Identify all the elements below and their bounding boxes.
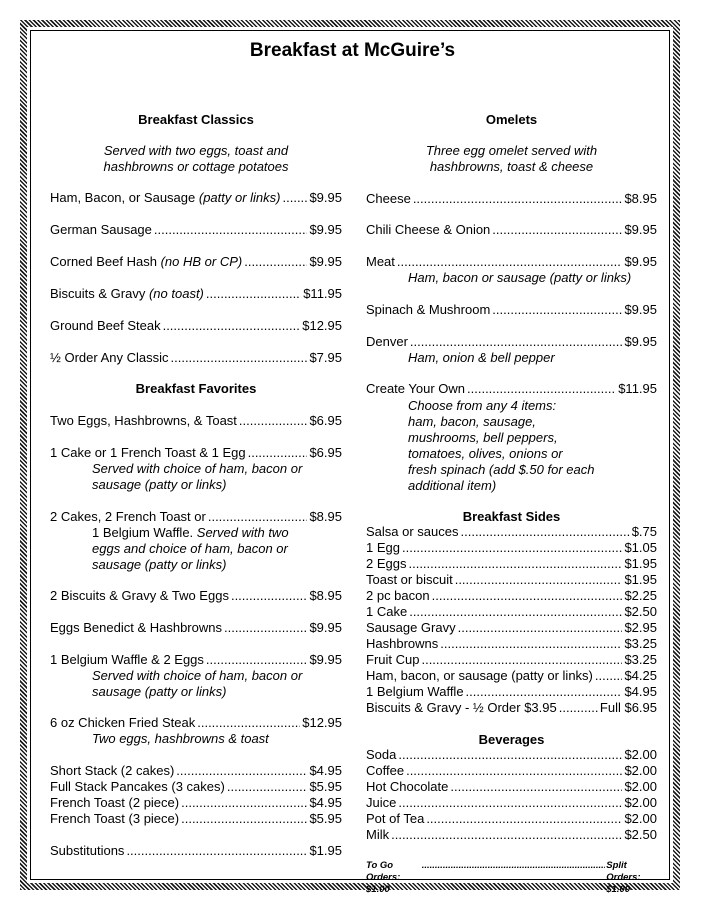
item-price: $11.95: [618, 381, 657, 396]
menu-item: [50, 843, 342, 859]
item-name: Milk: [366, 827, 390, 842]
item-price: $2.00: [624, 763, 657, 778]
item-price: $9.95: [624, 254, 657, 269]
item-price: $9.95: [309, 652, 342, 667]
description-line: 1 Belgium Waffle. Served with two: [92, 525, 289, 540]
item-name: Fruit Cup: [366, 652, 420, 667]
item-price: $3.25: [624, 636, 657, 651]
leader-dots: [450, 779, 622, 795]
menu-item: [366, 540, 657, 556]
item-price: $8.95: [624, 191, 657, 206]
leader-dots: [126, 843, 307, 859]
menu-item: [366, 763, 657, 779]
leader-dots: [413, 191, 623, 207]
item-price: $9.95: [309, 190, 342, 205]
leader-dots: [492, 222, 622, 238]
item-name: ½ Order Any Classic: [50, 350, 169, 365]
item-price: Full $6.95: [599, 700, 657, 715]
item-price: $4.95: [309, 763, 342, 778]
item-price: $1.95: [624, 556, 657, 571]
menu-item: [50, 763, 342, 779]
leader-dots: [231, 588, 308, 604]
leader-dots: [397, 254, 623, 270]
item-name: Hashbrowns: [366, 636, 439, 651]
menu-item: [366, 524, 657, 540]
item-name: Ham, bacon, or sausage (patty or links): [366, 668, 593, 683]
leader-dots: [421, 652, 622, 668]
menu-item: [366, 827, 657, 843]
item-name: Full Stack Pancakes (3 cakes): [50, 779, 225, 794]
item-price: $6.95: [309, 413, 342, 428]
item-name: Chili Cheese & Onion: [366, 222, 491, 237]
leader-dots: [458, 620, 623, 636]
item-name: 2 pc bacon: [366, 588, 430, 603]
menu-item: [50, 286, 342, 302]
menu-item: [366, 652, 657, 668]
menu-item: [50, 190, 342, 206]
menu-item: [366, 811, 657, 827]
omelets-subtitle-line: Three egg omelet served with: [425, 143, 598, 158]
menu-item: [50, 652, 342, 668]
item-name: 1 Belgium Waffle & 2 Eggs: [50, 652, 204, 667]
favorites-heading: Breakfast Favorites: [135, 381, 257, 396]
item-name: Salsa or sauces: [366, 524, 459, 539]
description-line: Choose from any 4 items:: [408, 398, 557, 413]
item-price: $.75: [631, 524, 657, 539]
item-price: $2.00: [624, 811, 657, 826]
item-price: $4.95: [624, 684, 657, 699]
item-price: $9.95: [309, 254, 342, 269]
item-price: $5.95: [309, 779, 342, 794]
item-price: $7.95: [309, 350, 342, 365]
item-name: Toast or biscuit: [366, 572, 453, 587]
leader-dots: [171, 350, 308, 366]
description-line: sausage (patty or links): [92, 477, 227, 492]
item-price: $9.95: [624, 222, 657, 237]
item-name: Two Eggs, Hashbrowns, & Toast: [50, 413, 237, 428]
menu-item: [366, 684, 657, 700]
leader-dots: [391, 827, 622, 843]
leader-dots: [208, 509, 308, 525]
item-price: $3.25: [624, 652, 657, 667]
leader-dots: [224, 620, 307, 636]
beverages-heading: Beverages: [478, 732, 545, 747]
menu-item: [366, 191, 657, 207]
description-line: ham, bacon, sausage,: [408, 414, 536, 429]
classics-heading: Breakfast Classics: [138, 112, 254, 127]
leader-dots: [492, 302, 622, 318]
item-name: 1 Belgium Waffle: [366, 684, 464, 699]
item-name: 1 Cake or 1 French Toast & 1 Egg: [50, 445, 246, 460]
item-name: Substitutions: [50, 843, 125, 858]
item-price: $4.95: [309, 795, 342, 810]
menu-item: [366, 588, 657, 604]
item-description: [92, 668, 342, 700]
item-name: Juice: [366, 795, 397, 810]
menu-item: [366, 222, 657, 238]
omelets-subtitle-line: hashbrowns, toast & cheese: [429, 159, 594, 174]
item-price: $9.95: [624, 334, 657, 349]
item-name: Denver: [366, 334, 408, 349]
leader-dots: [181, 795, 307, 811]
item-name: Meat: [366, 254, 395, 269]
item-price: $5.95: [309, 811, 342, 826]
item-price: $2.50: [624, 827, 657, 842]
menu-item: [366, 620, 657, 636]
item-name: 2 Cakes, 2 French Toast or: [50, 509, 206, 524]
item-price: $2.95: [624, 620, 657, 635]
menu-item: [50, 620, 342, 636]
item-description: [92, 461, 342, 493]
leader-dots: [595, 668, 623, 684]
classics-subtitle-line: Served with two eggs, toast and: [103, 143, 289, 158]
item-price: $9.95: [624, 302, 657, 317]
item-name: Eggs Benedict & Hashbrowns: [50, 620, 222, 635]
item-price: $9.95: [309, 620, 342, 635]
sides-heading: Breakfast Sides: [462, 509, 561, 524]
description-line: additional item): [408, 478, 497, 493]
leader-dots: [409, 604, 622, 620]
leader-dots: [461, 524, 630, 540]
item-name: Cheese: [366, 191, 411, 206]
item-description: [408, 270, 653, 286]
to-go-fee: To Go Orders: $1.00: [366, 860, 401, 895]
description-line: Served with choice of ham, bacon or: [92, 461, 303, 476]
description-line: Ham, bacon or sausage (patty or links): [408, 270, 632, 285]
item-name: Create Your Own: [366, 381, 466, 396]
menu-item: [50, 254, 342, 270]
leader-dots: [239, 413, 308, 429]
item-description: [408, 350, 653, 366]
description-line: Two eggs, hashbrowns & toast: [92, 731, 269, 746]
item-price: $11.95: [303, 286, 342, 301]
item-description: [408, 398, 653, 494]
description-line: fresh spinach (add $.50 for each: [408, 462, 595, 477]
leader-dots: [410, 334, 623, 350]
footer-fees: [366, 860, 657, 896]
item-price: $2.00: [624, 747, 657, 762]
menu-item: [366, 334, 657, 350]
item-price: $12.95: [302, 318, 342, 333]
item-name: 6 oz Chicken Fried Steak: [50, 715, 196, 730]
leader-dots: [402, 540, 622, 556]
menu-item: [50, 350, 342, 366]
item-name: Coffee: [366, 763, 405, 778]
classics-subtitle: [50, 143, 342, 175]
menu-item: [366, 795, 657, 811]
leader-dots: [432, 588, 623, 604]
menu-item: [50, 318, 342, 334]
menu-item: [366, 381, 657, 397]
menu-item: [366, 556, 657, 572]
leader-dots: [206, 652, 308, 668]
menu-item: [366, 254, 657, 270]
item-name: Spinach & Mushroom: [366, 302, 491, 317]
menu-item: [366, 604, 657, 620]
item-price: $9.95: [309, 222, 342, 237]
menu-item: [366, 747, 657, 763]
item-price: $1.95: [309, 843, 342, 858]
menu-item: [50, 811, 342, 827]
leader-dots: [176, 763, 307, 779]
leader-dots: [455, 572, 623, 588]
item-price: $2.00: [624, 779, 657, 794]
omelets-subtitle: [366, 143, 657, 175]
menu-item: [366, 636, 657, 652]
description-line: sausage (patty or links): [92, 684, 227, 699]
description-line: Served with choice of ham, bacon or: [92, 668, 303, 683]
description-line: tomatoes, olives, onions or: [408, 446, 563, 461]
leader-dots: [283, 190, 308, 206]
menu-item: [50, 779, 342, 795]
item-name: Pot of Tea: [366, 811, 425, 826]
leader-dots: [467, 381, 616, 397]
item-price: $1.95: [624, 572, 657, 587]
leader-dots: [559, 700, 598, 716]
description-line: Ham, onion & bell pepper: [408, 350, 555, 365]
menu-item: [50, 588, 342, 604]
leader-dots: [406, 763, 622, 779]
item-name: French Toast (3 piece): [50, 811, 180, 826]
menu-item: [366, 700, 657, 716]
item-price: $12.95: [302, 715, 342, 730]
leader-dots: [426, 811, 622, 827]
description-line: eggs and choice of ham, bacon or: [92, 541, 288, 556]
menu-item: [50, 795, 342, 811]
menu-item: [366, 302, 657, 318]
menu-item: [50, 222, 342, 238]
item-name: Soda: [366, 747, 397, 762]
leader-dots: [466, 684, 623, 700]
item-price: $2.25: [624, 588, 657, 603]
leader-dots: [206, 286, 301, 302]
item-name: Ham, Bacon, or Sausage (patty or links): [50, 190, 281, 205]
leader-dots: [197, 715, 300, 731]
item-price: $6.95: [309, 445, 342, 460]
menu-item: [50, 509, 342, 525]
leader-dots: [408, 556, 622, 572]
description-line: mushrooms, bell peppers,: [408, 430, 558, 445]
menu-item: [366, 572, 657, 588]
omelets-heading: Omelets: [485, 112, 538, 127]
item-name: French Toast (2 piece): [50, 795, 180, 810]
item-name: Ground Beef Steak: [50, 318, 161, 333]
item-price: $8.95: [309, 509, 342, 524]
split-order-fee: Split Orders: $1.00: [606, 860, 641, 895]
item-description: [92, 731, 342, 747]
item-name: Hot Chocolate: [366, 779, 449, 794]
item-name: German Sausage: [50, 222, 152, 237]
menu-item: [366, 668, 657, 684]
item-price: $2.00: [624, 795, 657, 810]
item-name: 2 Eggs: [366, 556, 407, 571]
item-name: 1 Egg: [366, 540, 400, 555]
item-name: 2 Biscuits & Gravy & Two Eggs: [50, 588, 229, 603]
leader-dots: [440, 636, 622, 652]
menu-item: [50, 715, 342, 731]
menu-item: [366, 779, 657, 795]
item-name: Biscuits & Gravy (no toast): [50, 286, 204, 301]
leader-dots: [248, 445, 308, 461]
item-name: Biscuits & Gravy - ½ Order $3.95: [366, 700, 557, 715]
item-price: $8.95: [309, 588, 342, 603]
item-name: 1 Cake: [366, 604, 408, 619]
leader-dots: [181, 811, 307, 827]
menu-item: [50, 413, 342, 429]
menu-item: [50, 445, 342, 461]
item-price: $2.50: [624, 604, 657, 619]
leader-dots: [422, 860, 606, 872]
item-description: [92, 525, 342, 573]
leader-dots: [154, 222, 308, 238]
item-name: Corned Beef Hash (no HB or CP): [50, 254, 243, 269]
menu-title: Breakfast at McGuire’s: [249, 40, 456, 61]
item-price: $4.25: [624, 668, 657, 683]
leader-dots: [244, 254, 307, 270]
leader-dots: [227, 779, 308, 795]
item-name: Sausage Gravy: [366, 620, 456, 635]
classics-subtitle-line: hashbrowns or cottage potatoes: [103, 159, 289, 174]
item-price: $1.05: [624, 540, 657, 555]
leader-dots: [398, 747, 622, 763]
leader-dots: [398, 795, 622, 811]
description-line: sausage (patty or links): [92, 557, 227, 572]
item-name: Short Stack (2 cakes): [50, 763, 175, 778]
leader-dots: [163, 318, 301, 334]
